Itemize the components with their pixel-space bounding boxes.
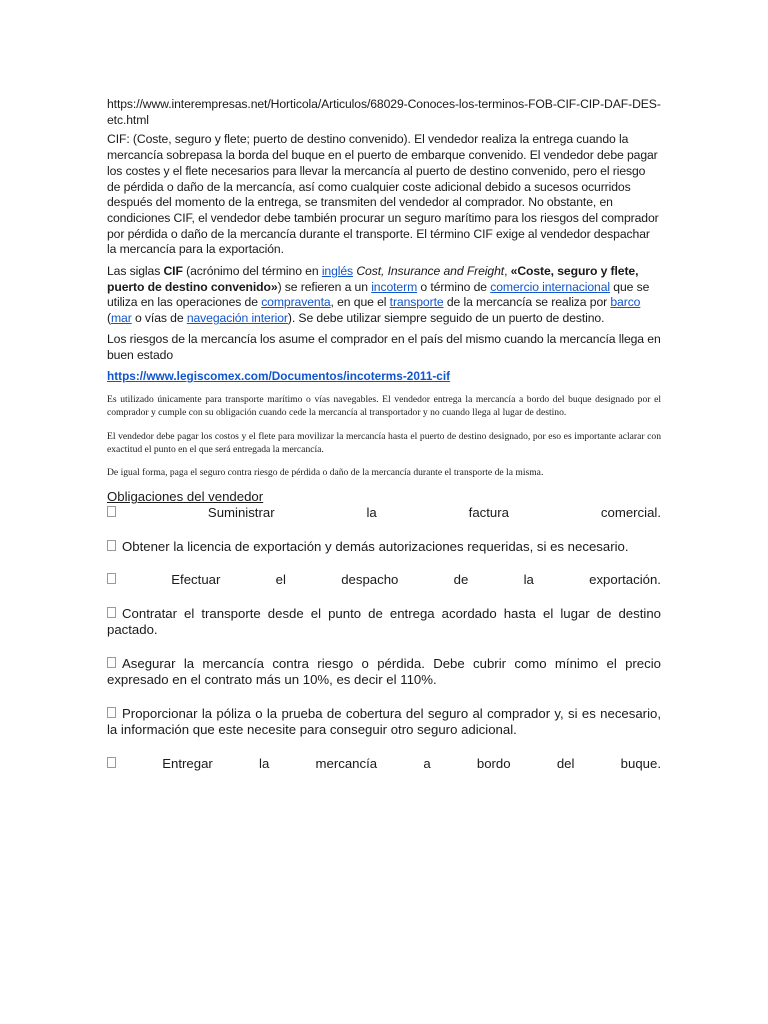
obligacion-word: despacho <box>341 572 399 588</box>
obligaciones-section <box>107 489 661 772</box>
obligaciones-list <box>107 505 661 772</box>
obligacion-text: Asegurar la mercancía contra riesgo o pérdida. Debe cubrir como mínimo el precio expresado en el contrato más un 10%, es decir el 110%. <box>107 655 661 688</box>
obligacion-text: Obtener la licencia de exportación y demás autorizaciones requeridas, si es necesario. <box>122 538 629 554</box>
obligacion-word: comercial. <box>600 505 661 521</box>
siglas-text-6: o término de <box>417 279 491 294</box>
obligacion-word: la <box>523 572 534 588</box>
siglas-paragraph <box>107 264 661 327</box>
obligacion-item <box>107 572 661 589</box>
siglas-bold-cif: CIF <box>163 264 183 279</box>
obligacion-word: Efectuar <box>171 572 221 588</box>
obligacion-word: la <box>259 755 270 771</box>
siglas-text-12: ). Se debe utilizar siempre seguido de un puerto de destino. <box>287 311 605 326</box>
link-mar[interactable]: mar <box>110 311 132 326</box>
obligacion-word: Suministrar <box>207 505 275 521</box>
siglas-text-2: (acrónimo del término en <box>182 264 322 279</box>
obligacion-word: de <box>453 572 469 588</box>
link-navegacion-interior[interactable]: navegación interior <box>186 311 288 326</box>
source-url-text: https://www.interempresas.net/Horticola/Articulos/68029-Conoces-los-terminos-FOB-CIF-CIP-DAF-DES-etc.html <box>107 97 661 127</box>
checkbox-glyph-icon <box>107 506 116 517</box>
siglas-text-11: o vías de <box>131 311 187 326</box>
obligacion-item <box>107 606 661 639</box>
link-compraventa[interactable]: compraventa <box>261 295 331 310</box>
document-page <box>107 97 661 789</box>
obligacion-item <box>107 539 661 556</box>
link-comercio-internacional[interactable]: comercio internacional <box>490 279 610 294</box>
checkbox-glyph-icon <box>107 540 116 551</box>
maritime-use-paragraph: Es utilizado únicamente para transporte marítimo o vías navegables. El vendedor entrega la mercancía a bordo del buque designado por el comprador y cumple con su obligación cuando cede la mercancía al transportador y no cuando llega al lugar de destino. <box>107 394 661 419</box>
checkbox-glyph-icon <box>107 657 116 668</box>
obligacion-word: Entregar <box>162 755 213 771</box>
obligacion-word: a <box>423 755 431 771</box>
siglas-text-7: que se utiliza en las operaciones de <box>107 279 650 310</box>
checkbox-glyph-icon <box>107 707 116 718</box>
obligacion-word: del <box>556 755 575 771</box>
siglas-italic-term: Cost, Insurance and Freight <box>356 264 505 279</box>
siglas-text-1: Las siglas <box>107 264 164 279</box>
checkbox-glyph-icon <box>107 757 116 768</box>
obligacion-item <box>107 756 661 773</box>
link-incoterm[interactable]: incoterm <box>371 279 418 294</box>
legiscomex-link[interactable]: https://www.legiscomex.com/Documentos/incoterms-2011-cif <box>107 369 451 384</box>
siglas-text-8: , en que el <box>330 295 390 310</box>
checkbox-glyph-icon <box>107 607 116 618</box>
link-transporte[interactable]: transporte <box>389 295 444 310</box>
obligacion-word: el <box>275 572 286 588</box>
costs-paragraph: El vendedor debe pagar los costos y el flete para movilizar la mercancía hasta el puerto de destino designado, por eso es importante aclarar con exactitud el punto en el que será entregada la mercancía. <box>107 430 661 455</box>
checkbox-glyph-icon <box>107 573 116 584</box>
link-barco[interactable]: barco <box>610 295 641 310</box>
obligacion-word: bordo <box>476 755 511 771</box>
obligaciones-heading: Obligaciones del vendedor <box>107 489 264 505</box>
siglas-text-9: de la mercancía se realiza por <box>443 295 611 310</box>
insurance-paragraph: De igual forma, paga el seguro contra riesgo de pérdida o daño de la mercancía durante el transporte de la misma. <box>107 467 544 479</box>
obligacion-text: Contratar el transporte desde el punto de entrega acordado hasta el lugar de destino pactado. <box>107 605 661 638</box>
siglas-text-5: ) se refieren a un <box>277 279 372 294</box>
obligacion-word: exportación. <box>589 572 661 588</box>
obligacion-word: factura <box>468 505 509 521</box>
siglas-bold-meaning: «Coste, seguro y flete, puerto de destino convenido» <box>107 264 639 294</box>
riesgos-paragraph: Los riesgos de la mercancía los asume el comprador en el país del mismo cuando la mercancía llega en buen estado <box>107 331 661 362</box>
obligacion-item <box>107 656 661 689</box>
obligacion-word: mercancía <box>315 755 378 771</box>
obligacion-item <box>107 706 661 739</box>
siglas-text-10: ( <box>107 311 111 326</box>
obligacion-word: buque. <box>620 755 661 771</box>
obligacion-item <box>107 505 661 522</box>
siglas-text-4: , <box>504 264 511 279</box>
obligacion-word: la <box>366 505 377 521</box>
obligacion-text: Proporcionar la póliza o la prueba de cobertura del seguro al comprador y, si es necesario, la información que este necesite para conseguir otro seguro adicional. <box>107 705 661 738</box>
link-ingles[interactable]: inglés <box>321 264 354 279</box>
cif-definition-paragraph: CIF: (Coste, seguro y flete; puerto de destino convenido). El vendedor realiza la entrega cuando la mercancía sobrepasa la borda del buque en el puerto de embarque convenido. El vendedor debe pagar los costes y el flete necesarios para llevar la mercancía al puerto de destino convenido, pero el riesgo de pérdida o daño de la mercancía, así como cualquier coste adicional debido a sucesos ocurridos después del momento de la entrega, se transmiten del vendedor al comprador. No obstante, en condiciones CIF, el vendedor debe también procurar un seguro marítimo para los riesgos del comprador por pérdida o daño de la mercancía durante el transporte. El término CIF exige al vendedor despachar la mercancía para la exportación. <box>107 132 659 257</box>
